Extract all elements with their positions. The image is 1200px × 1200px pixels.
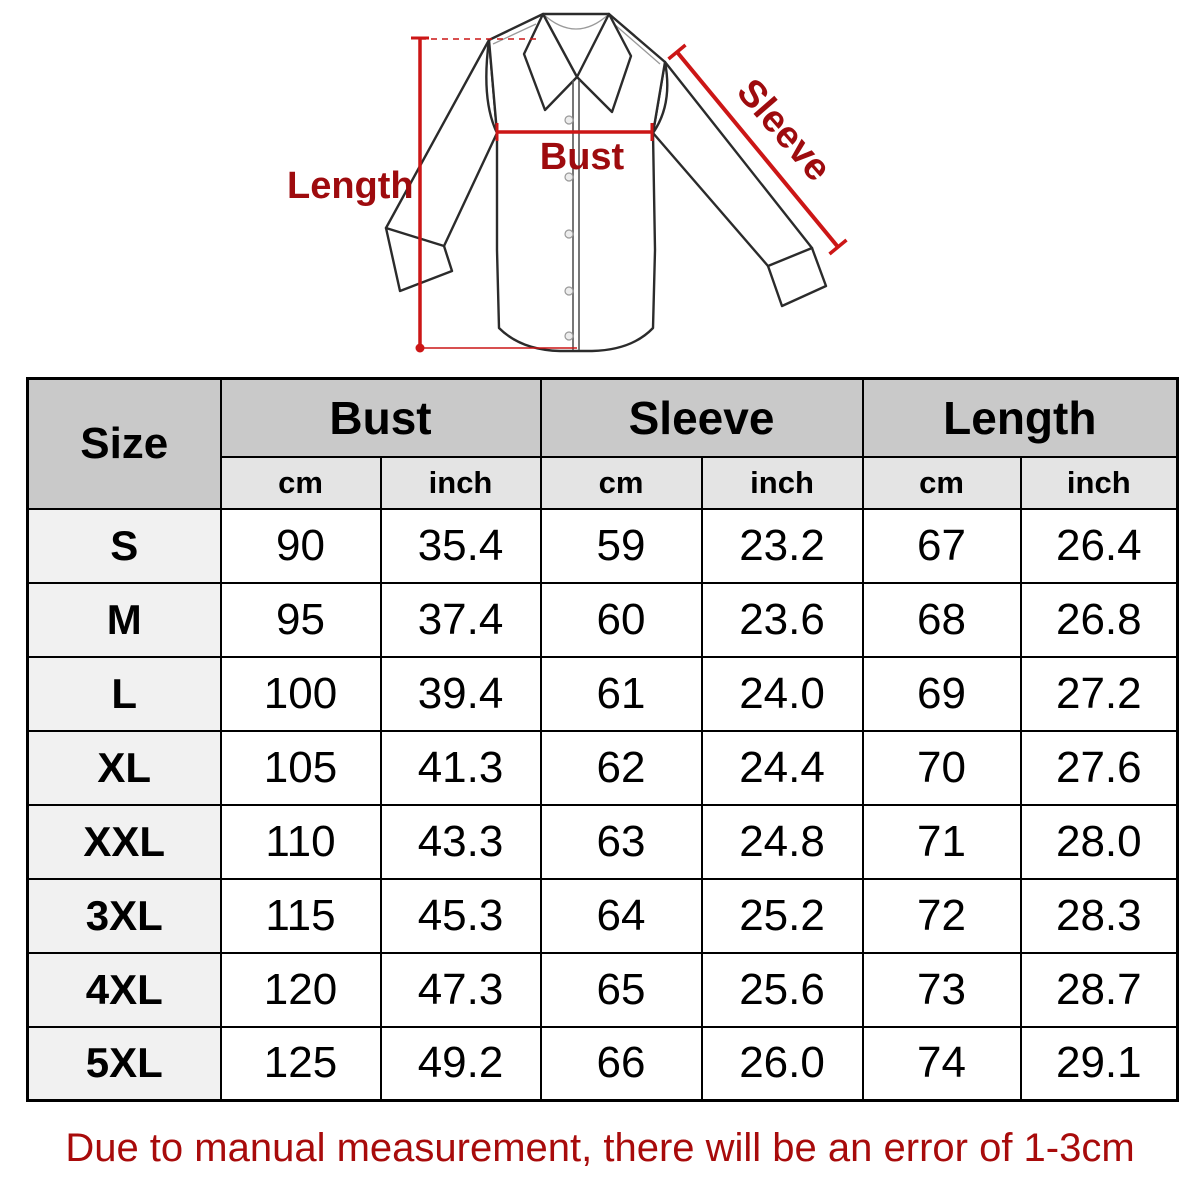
table-row — [28, 583, 1178, 657]
shirt-diagram — [0, 0, 1200, 377]
bust-inch-value: 35.4 — [381, 509, 541, 583]
sleeve-cm-value: 61 — [541, 657, 702, 731]
length-inch-value: 29.1 — [1021, 1027, 1178, 1101]
table-row — [28, 657, 1178, 731]
sleeve-inch-value: 24.8 — [702, 805, 863, 879]
table-row — [28, 953, 1178, 1027]
sleeve-cm-value: 59 — [541, 509, 702, 583]
size-value: 5XL — [28, 1027, 221, 1101]
table-row — [28, 1027, 1178, 1101]
sleeve-inch-value: 24.4 — [702, 731, 863, 805]
length-cm-value: 72 — [863, 879, 1021, 953]
bust-inch-value: 41.3 — [381, 731, 541, 805]
bust-inch-value: 45.3 — [381, 879, 541, 953]
sleeve-cm-value: 66 — [541, 1027, 702, 1101]
sleeve-cm-value: 60 — [541, 583, 702, 657]
length-inch-value: 26.4 — [1021, 509, 1178, 583]
unit-header-bust-inch: inch — [381, 457, 541, 509]
unit-header-sleeve-cm: cm — [541, 457, 702, 509]
sleeve-label: Sleeve — [728, 71, 840, 190]
unit-header-bust-cm: cm — [221, 457, 381, 509]
length-inch-value: 28.0 — [1021, 805, 1178, 879]
shirt-measurement-diagram — [0, 0, 1200, 377]
size-value: S — [28, 509, 221, 583]
table-row — [28, 805, 1178, 879]
column-header-sleeve: Sleeve — [541, 379, 863, 457]
bust-cm-value: 125 — [221, 1027, 381, 1101]
bust-cm-value: 115 — [221, 879, 381, 953]
bust-inch-value: 43.3 — [381, 805, 541, 879]
bust-inch-value: 37.4 — [381, 583, 541, 657]
length-cm-value: 68 — [863, 583, 1021, 657]
bust-inch-value: 49.2 — [381, 1027, 541, 1101]
unit-header-length-inch: inch — [1021, 457, 1178, 509]
column-header-length: Length — [863, 379, 1178, 457]
sleeve-inch-value: 26.0 — [702, 1027, 863, 1101]
unit-header-length-cm: cm — [863, 457, 1021, 509]
bust-cm-value: 95 — [221, 583, 381, 657]
size-value: M — [28, 583, 221, 657]
size-value: 3XL — [28, 879, 221, 953]
size-value: XL — [28, 731, 221, 805]
table-row — [28, 879, 1178, 953]
sleeve-cm-value: 64 — [541, 879, 702, 953]
sleeve-inch-value: 23.6 — [702, 583, 863, 657]
unit-header-sleeve-inch: inch — [702, 457, 863, 509]
bust-cm-value: 110 — [221, 805, 381, 879]
length-inch-value: 27.6 — [1021, 731, 1178, 805]
length-cm-value: 67 — [863, 509, 1021, 583]
length-cm-value: 73 — [863, 953, 1021, 1027]
size-value: L — [28, 657, 221, 731]
length-cm-value: 71 — [863, 805, 1021, 879]
sleeve-inch-value: 23.2 — [702, 509, 863, 583]
length-inch-value: 28.7 — [1021, 953, 1178, 1027]
bust-cm-value: 120 — [221, 953, 381, 1027]
sleeve-cm-value: 62 — [541, 731, 702, 805]
length-inch-value: 28.3 — [1021, 879, 1178, 953]
size-value: XXL — [28, 805, 221, 879]
bust-cm-value: 100 — [221, 657, 381, 731]
length-label: Length — [287, 165, 414, 207]
length-cm-value: 69 — [863, 657, 1021, 731]
size-chart-table — [26, 377, 1179, 1102]
length-inch-value: 26.8 — [1021, 583, 1178, 657]
table-row — [28, 509, 1178, 583]
length-inch-value: 27.2 — [1021, 657, 1178, 731]
column-header-size: Size — [28, 379, 221, 509]
bust-cm-value: 105 — [221, 731, 381, 805]
bust-inch-value: 47.3 — [381, 953, 541, 1027]
column-header-bust: Bust — [221, 379, 541, 457]
length-cm-value: 70 — [863, 731, 1021, 805]
bust-inch-value: 39.4 — [381, 657, 541, 731]
length-cm-value: 74 — [863, 1027, 1021, 1101]
sleeve-cm-value: 63 — [541, 805, 702, 879]
sleeve-inch-value: 25.6 — [702, 953, 863, 1027]
sleeve-cm-value: 65 — [541, 953, 702, 1027]
bust-label: Bust — [539, 136, 625, 178]
table-row — [28, 731, 1178, 805]
bust-cm-value: 90 — [221, 509, 381, 583]
measurement-error-note: Due to manual measurement, there will be an error of 1-3cm — [65, 1126, 1135, 1170]
size-value: 4XL — [28, 953, 221, 1027]
sleeve-inch-value: 25.2 — [702, 879, 863, 953]
sleeve-inch-value: 24.0 — [702, 657, 863, 731]
